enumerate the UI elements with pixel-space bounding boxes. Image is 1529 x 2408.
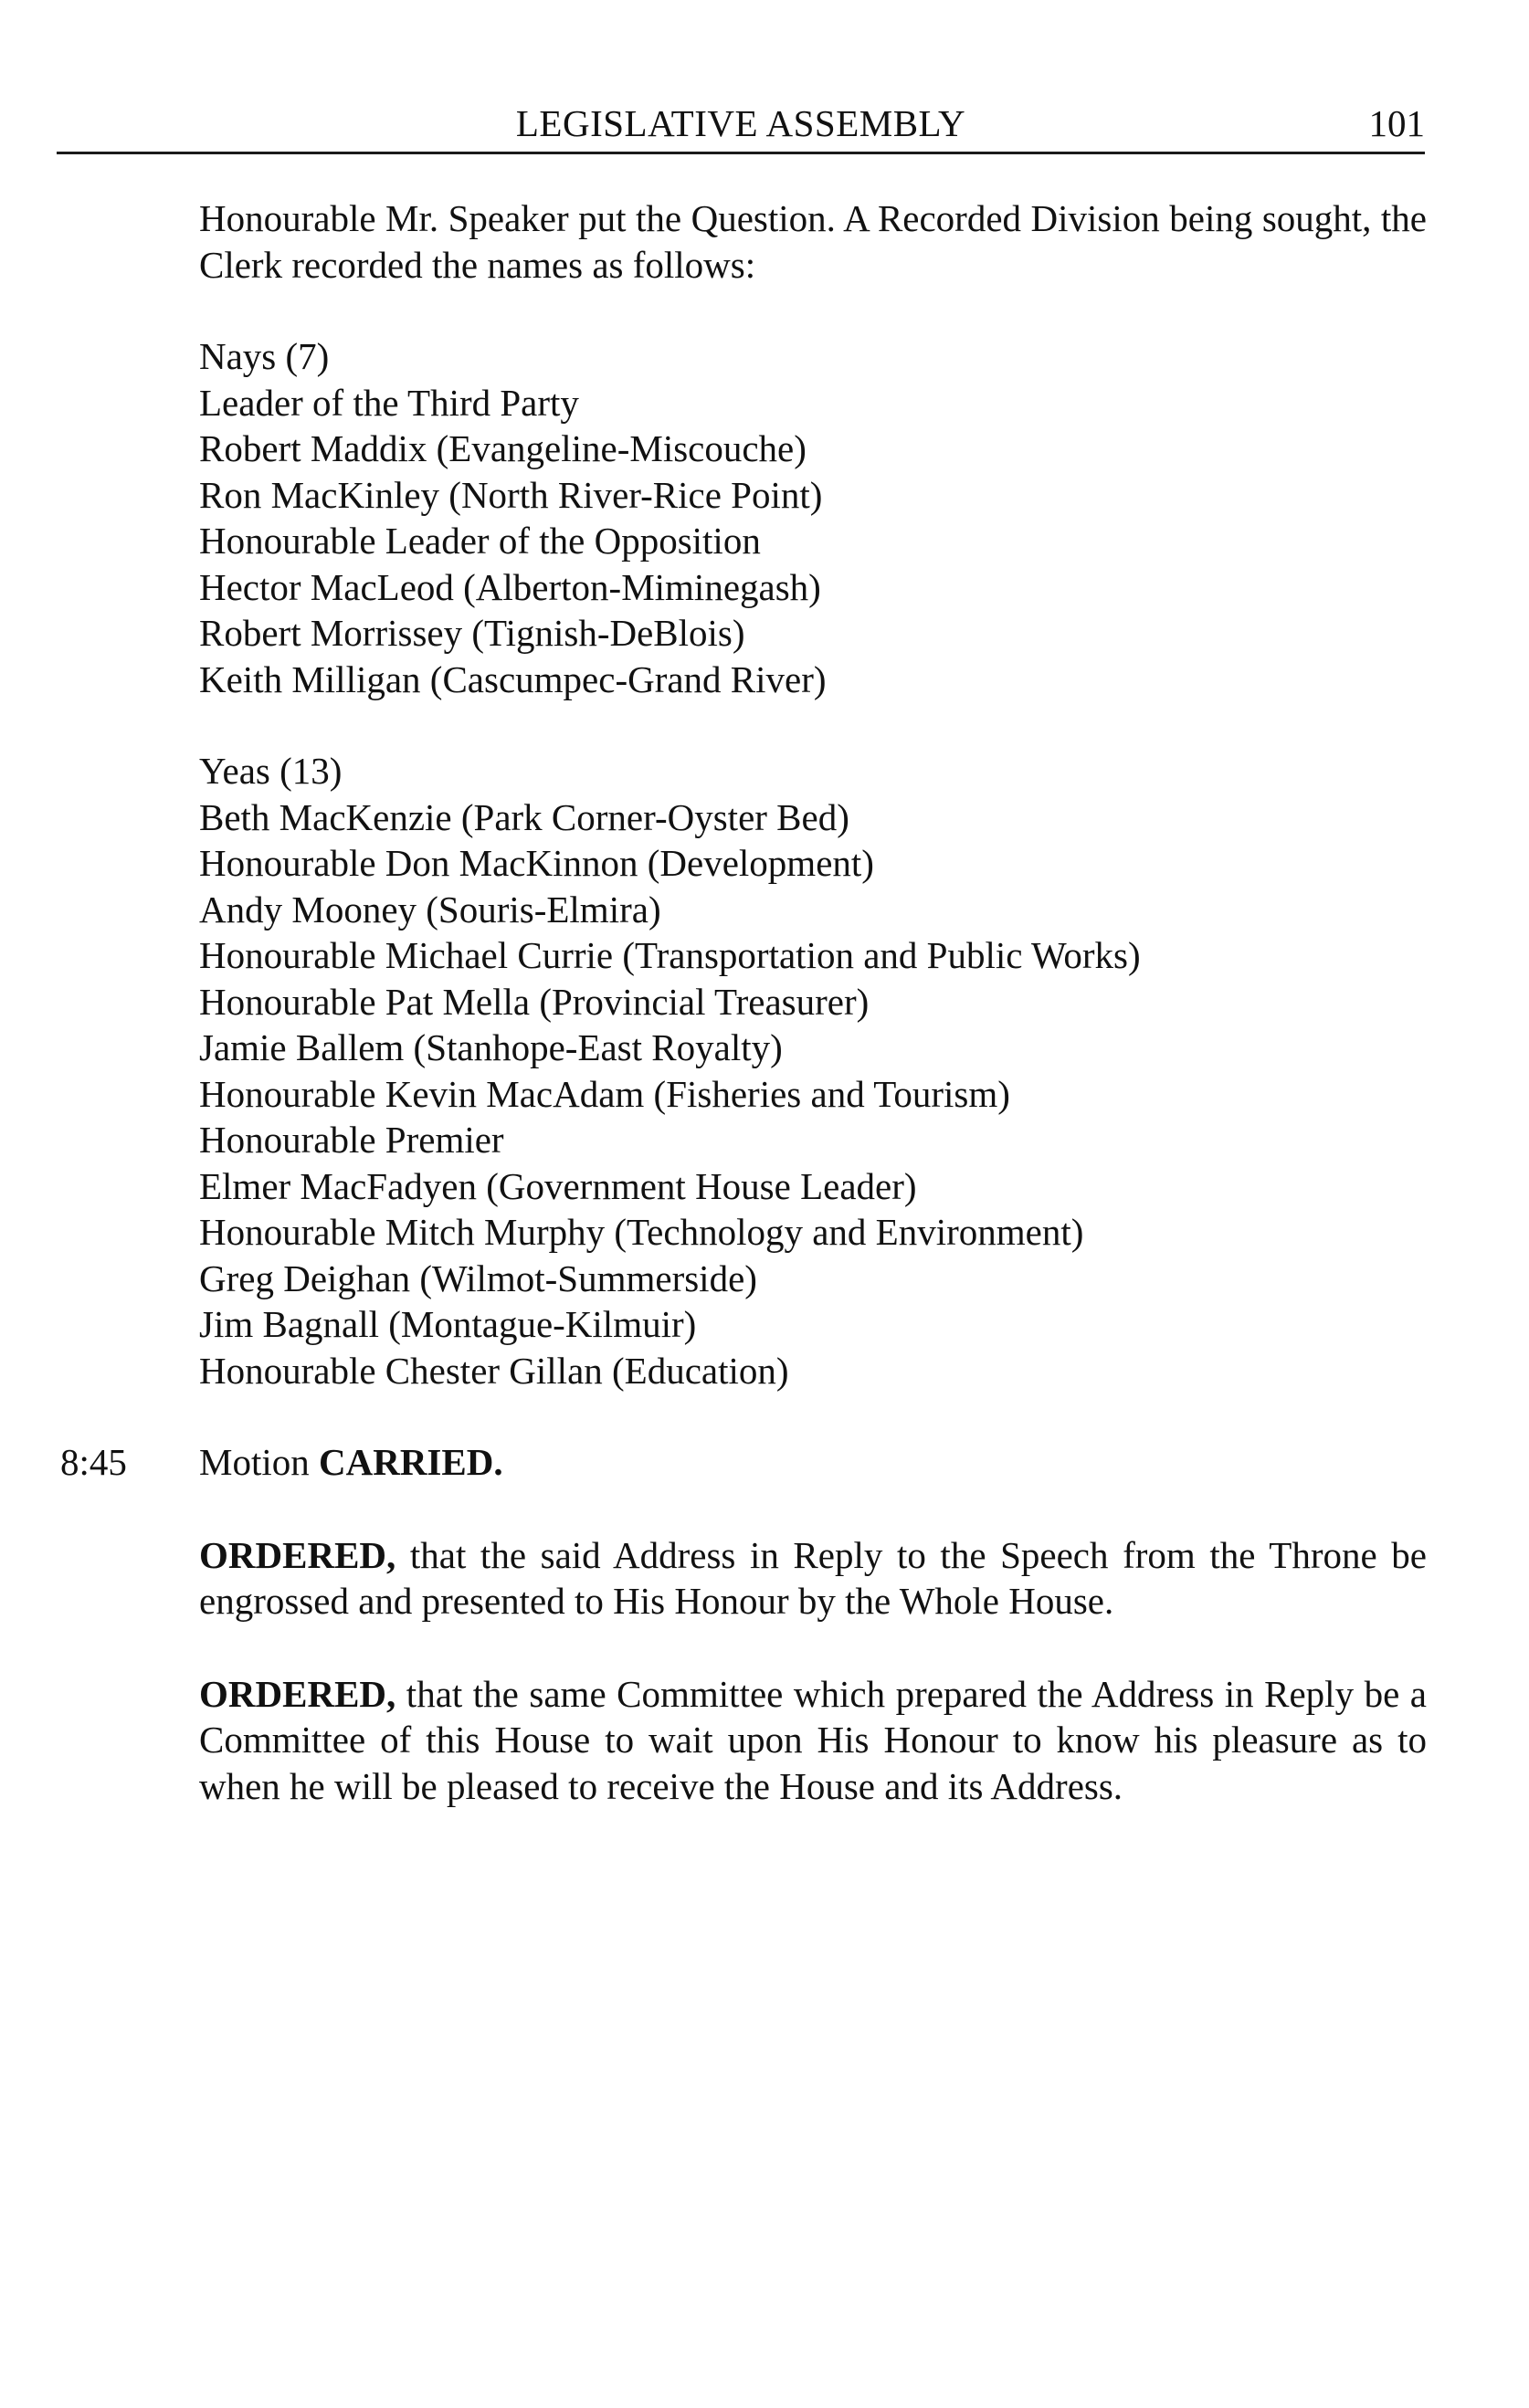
intro-paragraph: Honourable Mr. Speaker put the Question. A Recorded Division being sought, the Clerk recorded the names as follows: [199,197,1427,286]
nays-member: Robert Maddix (Evangeline-Miscouche) [199,427,807,469]
yeas-heading: Yeas (13) [199,750,343,792]
order-text: that the same Committee which prepared the Address in Reply be a Committee of this House to wait upon His Honour to know his pleasure as to when he will be pleased to receive the House and its Address. [199,1672,1427,1807]
yeas-member: Jim Bagnall (Montague-Kilmuir) [199,1303,697,1345]
yeas-member: Honourable Don MacKinnon (Development) [199,842,874,884]
order-text: that the said Address in Reply to the Speech from the Throne be engrossed and presented to His Honour by the Whole House. [199,1533,1427,1622]
nays-heading: Nays (7) [199,335,330,377]
yeas-member: Honourable Chester Gillan (Education) [199,1349,789,1392]
yeas-member: Honourable Mitch Murphy (Technology and Environment) [199,1211,1084,1253]
yeas-member: Honourable Kevin MacAdam (Fisheries and Tourism) [199,1072,1010,1115]
nays-member: Robert Morrissey (Tignish-DeBlois) [199,612,745,654]
nays-member: Keith Milligan (Cascumpec-Grand River) [199,657,827,700]
yeas-member: Greg Deighan (Wilmot-Summerside) [199,1257,757,1299]
yeas-member: Andy Mooney (Souris-Elmira) [199,888,661,931]
ordered-keyword: ORDERED, [199,1533,396,1576]
page-header [57,99,1425,154]
page-body [60,195,1427,1809]
yeas-member: Beth MacKenzie (Park Corner-Oyster Bed) [199,795,849,838]
order-paragraph [199,1671,1427,1810]
running-title: LEGISLATIVE ASSEMBLY [515,102,966,144]
nays-member: Ron MacKinley (North River-Rice Point) [199,473,823,516]
motion-prefix: Motion [199,1441,319,1483]
nays-member: Hector MacLeod (Alberton-Miminegash) [199,565,821,608]
yeas-member: Honourable Michael Currie (Transportation and Public Works) [199,934,1141,976]
yeas-member: Elmer MacFadyen (Government House Leader) [199,1164,917,1207]
nays-member: Leader of the Third Party [199,381,579,424]
time-stamp: 8:45 [60,1441,127,1483]
yeas-member: Jamie Ballem (Stanhope-East Royalty) [199,1026,783,1068]
page-number: 101 [1368,102,1425,144]
nays-list [199,380,1427,703]
nays-member: Honourable Leader of the Opposition [199,520,761,562]
yeas-member: Honourable Premier [199,1119,504,1161]
motion-result [60,1439,1427,1486]
yeas-member: Honourable Pat Mella (Provincial Treasurer) [199,980,870,1023]
motion-carried: CARRIED. [319,1441,503,1483]
order-paragraph [199,1532,1427,1625]
yeas-list [199,794,1427,1394]
ordered-keyword: ORDERED, [199,1672,396,1715]
